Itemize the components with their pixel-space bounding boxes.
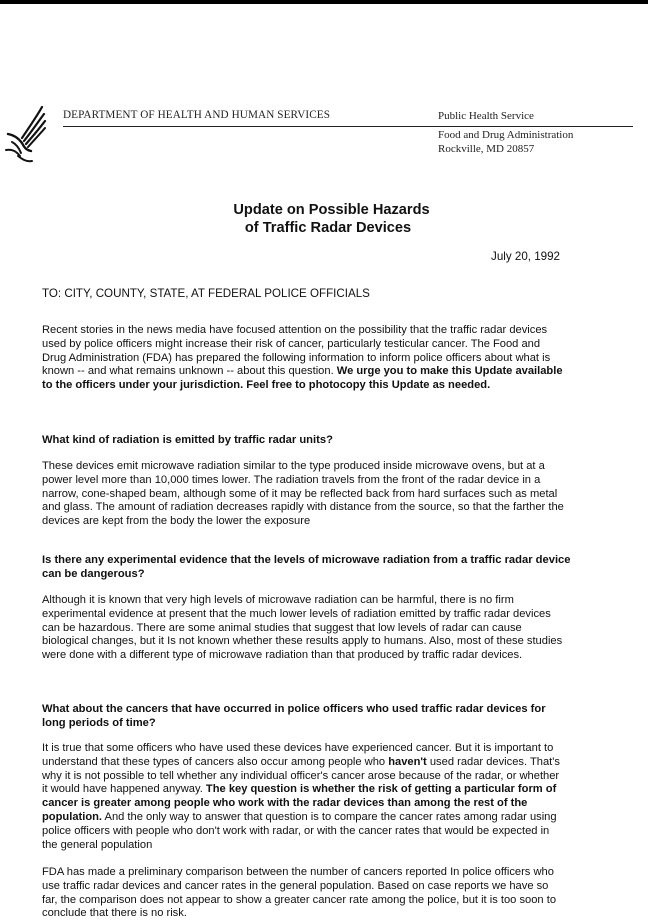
section-3-text-a: It is true that some officers who have used these devices have experienced cancer. But it is important to understand that these types of cancers also occur among people who (42, 742, 554, 768)
header-rule (63, 126, 633, 127)
section-3-heading: What about the cancers that have occurred in police officers who used traffic radar devices for long periods of time? (42, 703, 546, 729)
document-title (0, 201, 648, 237)
hhs-eagle-logo-icon (4, 104, 48, 166)
top-scan-border (0, 0, 648, 4)
section-3-bold-a: haven't (388, 755, 427, 768)
section-1-heading: What kind of radiation is emitted by traffic radar units? (42, 434, 333, 446)
intro-text: Recent stories in the news media have focused attention on the possibility that the traffic radar devices used by police officers might increase their risk of cancer, particularly testicular cancer. The Food and Drug Administration (FDA) has prepared the following information to inform police officers about what is known -- and what remains unknown -- about this question. (42, 324, 551, 378)
section-2-body: Although it is known that very high levels of microwave radiation can be harmful, there is no firm experimental evidence at present that the much lower levels of radiation emitted by traffic radar devices can be hazardous. There are some animal studies that suggest that low levels of radar can cause biological changes, but it Is not known whether these results apply to humans. Also, most of these studies were done with a different type of microwave radiation than that produced by traffic radar devices. (42, 594, 563, 662)
section-1-body: These devices emit microwave radiation similar to the type produced inside microwave ovens, but at a power level more than 10,000 times lower. The radiation travels from the front of the radar device in a narrow, cone-shaped beam, although some of it may be reflected back from hard surfaces such as metal and glass. The amount of radiation decreases rapidly with distance from the source, so that the farther the devices are kept from the body the lower the exposure (42, 460, 564, 528)
agency-location: Rockville, MD 20857 (438, 143, 535, 155)
public-health-service: Public Health Service (438, 110, 534, 122)
document-date: July 20, 1992 (491, 250, 560, 263)
title-line-1: Update on Possible Hazards (233, 202, 430, 218)
intro-paragraph (42, 324, 564, 393)
agency-address (438, 128, 573, 156)
title-line-2: of Traffic Radar Devices (244, 220, 412, 236)
recipient-line: TO: CITY, COUNTY, STATE, AT FEDERAL POLICE OFFICIALS (42, 287, 370, 300)
section-3-text-c: And the only way to answer that question is to compare the cancer rates among radar using police officers with people who don't work with radar, or with the cancer rates that would be expected in the general population (42, 810, 557, 851)
section-3-body (42, 742, 564, 852)
department-name: DEPARTMENT OF HEALTH AND HUMAN SERVICES (63, 109, 331, 121)
section-3-text-b: used radar devices. That's why it is not possible to tell whether any individual officer's cancer arose because of the radar, or whether it would have happened anyway. (42, 755, 560, 796)
section-2-heading: Is there any experimental evidence that the levels of microwave radiation from a traffic radar device can be dangerous? (42, 554, 571, 580)
section-3-body-2: FDA has made a preliminary comparison between the number of cancers reported In police officers who use traffic radar devices and cancer rates in the general population. Based on case reports we have so far, the comparison does not appear to show a greater cancer rate among the police, but it is too soon to conclude that there is no risk. (42, 866, 557, 920)
section-3-bold-b: The key question is whether the risk of getting a particular form of cancer is greater among people who work with the radar devices than among the rest of the population. (42, 783, 557, 823)
agency-name: Food and Drug Administration (438, 129, 574, 141)
intro-bold-text: We urge you to make this Update available to the officers under your jurisdiction. Feel free to photocopy this Update as needed. (42, 365, 563, 392)
